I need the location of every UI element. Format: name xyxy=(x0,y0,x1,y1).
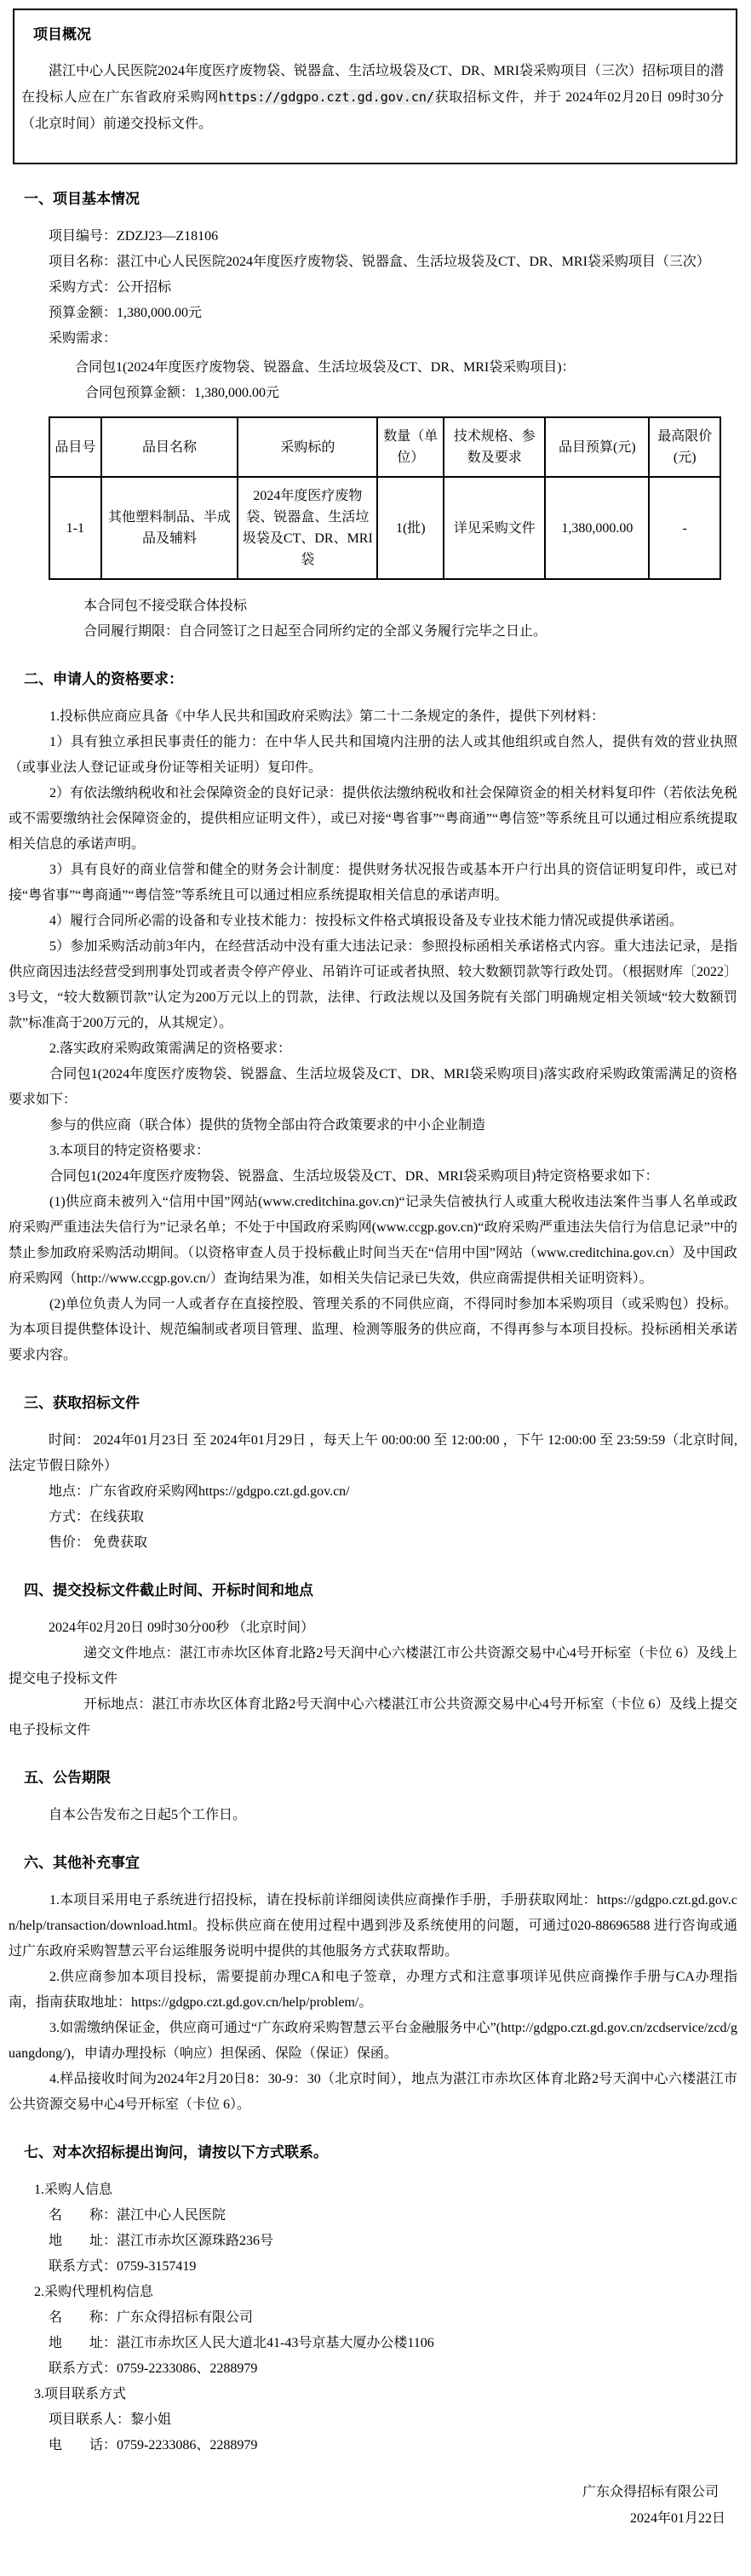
qualification-para: 1）具有独立承担民事责任的能力：在中华人民共和国境内注册的法人或其他组织或自然人，提供有效的营业执照（或事业法人登记证或身份证等相关证明）复印件。 xyxy=(9,735,737,775)
agency-address-line: 地 址：湛江市赤坎区人民大道北41-43号京基大厦办公楼1106 xyxy=(49,2336,434,2350)
overview-intro xyxy=(21,58,724,137)
specific-qualification-para: 合同包1(2024年度医疗废物袋、锐器盒、生活垃圾袋及CT、DR、MRI袋采购项目)特定资格要求如下： xyxy=(49,1169,659,1184)
col-price-limit-header: 最高限价(元) xyxy=(649,417,720,477)
section-5-heading: 五、公告期限 xyxy=(24,1770,111,1786)
col-item-no-header: 品目号 xyxy=(49,417,101,477)
obtain-method-line: 方式：在线获取 xyxy=(49,1510,145,1524)
cell-item-no: 1-1 xyxy=(49,477,101,579)
field-budget-amount: 预算金额：1,380,000.00元 xyxy=(49,306,203,320)
project-contact-person-line: 项目联系人：黎小姐 xyxy=(49,2412,172,2427)
purchaser-name-line: 名 称：湛江中心人民医院 xyxy=(49,2208,226,2223)
overview-title: 项目概况 xyxy=(33,26,91,43)
agency-name-line: 名 称：广东众得招标有限公司 xyxy=(49,2310,254,2325)
purchaser-address-line: 地 址：湛江市赤坎区源珠路236号 xyxy=(49,2234,274,2248)
section-4-heading: 四、提交投标文件截止时间、开标时间和地点 xyxy=(24,1582,313,1598)
section-3-heading: 三、获取招标文件 xyxy=(24,1395,140,1411)
field-project-number: 项目编号：ZDZJ23—Z18106 xyxy=(49,229,219,244)
cell-price-limit: - xyxy=(649,477,720,579)
cell-budget: 1,380,000.00 xyxy=(545,477,649,579)
col-quantity-header: 数量（单位） xyxy=(377,417,444,477)
announcement-period-line: 自本公告发布之日起5个工作日。 xyxy=(49,1808,247,1822)
qualification-para: 3）具有良好的商业信誉和健全的财务会计制度：提供财务状况报告或基本开户行出具的资信证明复印件，或已对接“粤省事”“粤商通”“粤信签”等系统且可以通过相应系统提取相关信息的承诺声明。 xyxy=(9,863,737,903)
supplement-para: 2.供应商参加本项目投标，需要提前办理CA和电子签章，办理方式和注意事项详见供应商操作手册与CA办理指南，指南获取地址：https://gdgpo.czt.gd.gov.cn/help/problem/。 xyxy=(9,1970,737,2010)
signature-block xyxy=(9,2479,737,2532)
specific-qualification-para: (2)单位负责人为同一人或者存在直接控股、管理关系的不同供应商，不得同时参加本采购项目（或采购包）投标。为本项目提供整体设计、规范编制或者项目管理、监理、检测等服务的供应商，不得再参与本项目投标。投标函相关承诺要求内容。 xyxy=(9,1297,737,1363)
signature-date: 2024年01月22日 xyxy=(629,2511,725,2526)
section-7-heading: 七、对本次招标提出询问，请按以下方式联系。 xyxy=(24,2144,328,2160)
section-2-heading: 二、申请人的资格要求： xyxy=(24,671,183,687)
obtain-location-line: 地点：广东省政府采购网https://gdgpo.czt.gd.gov.cn/ xyxy=(49,1484,350,1499)
cell-item-name: 其他塑料制品、半成品及辅料 xyxy=(101,477,238,579)
field-procurement-method: 采购方式：公开招标 xyxy=(49,280,172,295)
bid-opening-location-note: 开标地点：湛江市赤坎区体育北路2号天润中心六楼湛江市公共资源交易中心4号开标室（卡位 6）及线上提交电子投标文件 xyxy=(9,1697,737,1737)
submission-deadline: 2024年02月20日 09时30分00秒 （北京时间） xyxy=(49,1621,315,1635)
col-budget-header: 品目预算(元) xyxy=(545,417,649,477)
project-contact-phone-line: 电 话：0759-2233086、2288979 xyxy=(49,2438,258,2453)
policy-qualification-para: 合同包1(2024年度医疗废物袋、锐器盒、生活垃圾袋及CT、DR、MRI袋采购项目)落实政府采购政策需满足的资格要求如下： xyxy=(9,1067,737,1107)
signature-company: 广东众得招标有限公司 xyxy=(582,2485,719,2499)
qualification-para: 5）参加采购活动前3年内，在经营活动中没有重大违法记录：参照投标函相关承诺格式内容。重大违法记录，是指供应商因违法经营受到刑事处罚或者责令停产停业、吊销许可证或者执照、较大数额罚款等行政处罚。（根据财库〔2022〕3号文，“较大数额罚款”认定为200万元以上的罚款，法律、行政法规以及国务院有关部门明确规定相关领域“较大数额罚款”标准高于200万元的，从其规定）。 xyxy=(9,939,738,1030)
supplement-para: 1.本项目采用电子系统进行招投标，请在投标前详细阅读供应商操作手册，手册获取网址：https://gdgpo.czt.gd.gov.cn/help/transaction/download.html。投标供应商在使用过程中遇到涉及系统使用的问题，可通过020-88696588 进行咨询或通过广东政府采购智慧云平台运维服务说明中提供的其他服务方式获取帮助。 xyxy=(9,1893,737,1959)
procurement-site-url: https://gdgpo.czt.gd.gov.cn/ xyxy=(219,89,434,105)
cell-spec: 详见采购文件 xyxy=(444,477,545,579)
specific-qualification-para: (1)供应商未被列入“信用中国”网站(www.creditchina.gov.cn)“记录失信被执行人或重大税收违法案件当事人名单或政府采购严重违法失信行为”记录名单；不处于中国政府采购网(www.ccgp.gov.cn)“政府采购严重违法失信行为信息记录”中的禁止参加政府采购活动期间。（以资格审查人员于投标截止时间当天在“信用中国”网站（www.creditchina.gov.cn）及中国政府采购网（http://www.ccgp.gov.cn/）查询结果为准，如相关失信记录已失效，供应商需提供相关证明资料）。 xyxy=(9,1195,737,1286)
cell-subject: 2024年度医疗废物袋、锐器盒、生活垃圾袋及CT、DR、MRI袋 xyxy=(238,477,377,579)
qualification-para: 1.投标供应商应具备《中华人民共和国政府采购法》第二十二条规定的条件，提供下列材料： xyxy=(49,709,605,724)
submission-location-note: 递交文件地点：湛江市赤坎区体育北路2号天润中心六楼湛江市公共资源交易中心4号开标室（卡位 6）及线上提交电子投标文件 xyxy=(9,1646,737,1686)
contract-period-note: 合同履行期限：自合同签订之日起至合同所约定的全部义务履行完毕之日止。 xyxy=(83,624,547,639)
purchaser-contact-line: 联系方式：0759-3157419 xyxy=(49,2259,197,2274)
section-1-heading: 一、项目基本情况 xyxy=(24,191,140,207)
no-consortium-note: 本合同包不接受联合体投标 xyxy=(83,599,248,613)
specific-qualification-heading: 3.本项目的特定资格要求： xyxy=(49,1144,210,1158)
obtain-price-line: 售价： 免费获取 xyxy=(49,1535,148,1550)
field-project-name: 项目名称：湛江中心人民医院2024年度医疗废物袋、锐器盒、生活垃圾袋及CT、DR、MRI袋采购项目（三次） xyxy=(49,255,710,269)
col-spec-header: 技术规格、参数及要求 xyxy=(444,417,545,477)
agency-contact-line: 联系方式：0759-2233086、2288979 xyxy=(49,2361,258,2376)
cell-quantity: 1(批) xyxy=(377,477,444,579)
purchaser-info-title: 1.采购人信息 xyxy=(34,2183,113,2197)
items-table xyxy=(49,416,721,580)
policy-qualification-para: 参与的供应商（联合体）提供的货物全部由符合政策要求的中小企业制造 xyxy=(49,1118,486,1133)
col-item-name-header: 品目名称 xyxy=(101,417,238,477)
supplement-para: 3.如需缴纳保证金，供应商可通过“广东政府采购智慧云平台金融服务中心”(http://gdgpo.czt.gd.gov.cn/zcdservice/zcd/guangdong/)，申请办理投标（响应）担保函、保险（保证）保函。 xyxy=(9,2021,737,2061)
overview-intro-prefix: 湛江中心人民医院2024年度医疗废物袋、锐器盒、生活垃圾袋及CT、DR、MRI袋采购项目（三次）招标项目的潜在投标人应在广东省政府采购网 xyxy=(21,64,724,105)
policy-qualification-heading: 2.落实政府采购政策需满足的资格要求： xyxy=(49,1041,292,1056)
qualification-para: 4）履行合同所必需的设备和专业技术能力：按投标文件格式填报设备及专业技术能力情况或提供承诺函。 xyxy=(49,914,684,928)
package-line: 合同包1(2024年度医疗废物袋、锐器盒、生活垃圾袋及CT、DR、MRI袋采购项目)： xyxy=(75,360,576,375)
project-contact-title: 3.项目联系方式 xyxy=(34,2387,127,2401)
qualification-para: 2）有依法缴纳税收和社会保障资金的良好记录：提供依法缴纳税收和社会保障资金的相关材料复印件（若依法免税或不需要缴纳社会保障资金的，提供相应证明文件），或已对接“粤省事”“粤商通”“粤信签”等系统且可以通过相应系统提取相关信息的承诺声明。 xyxy=(9,786,738,852)
table-row xyxy=(49,477,720,579)
field-procurement-demand: 采购需求： xyxy=(49,331,118,346)
project-overview-box xyxy=(13,9,737,164)
overview-intro-suffix: 获取招标文件，并于 2024年02月20日 09时30分（北京时间）前递交投标文件。 xyxy=(21,90,724,131)
col-subject-header: 采购标的 xyxy=(238,417,377,477)
table-header-row xyxy=(49,417,720,477)
supplement-para: 4.样品接收时间为2024年2月20日8：30-9：30（北京时间），地点为湛江市赤坎区体育北路2号天润中心六楼湛江市公共资源交易中心4号开标室（卡位 6）。 xyxy=(9,2072,737,2112)
section-6-heading: 六、其他补充事宜 xyxy=(24,1855,140,1871)
obtain-time-line: 时间： 2024年01月23日 至 2024年01月29日 ，每天上午 00:00:00 至 12:00:00 ，下午 12:00:00 至 23:59:59（北京时间,法定节假日除外） xyxy=(9,1433,737,1473)
agency-info-title: 2.采购代理机构信息 xyxy=(34,2285,154,2299)
package-budget-line: 合同包预算金额：1,380,000.00元 xyxy=(85,386,280,400)
